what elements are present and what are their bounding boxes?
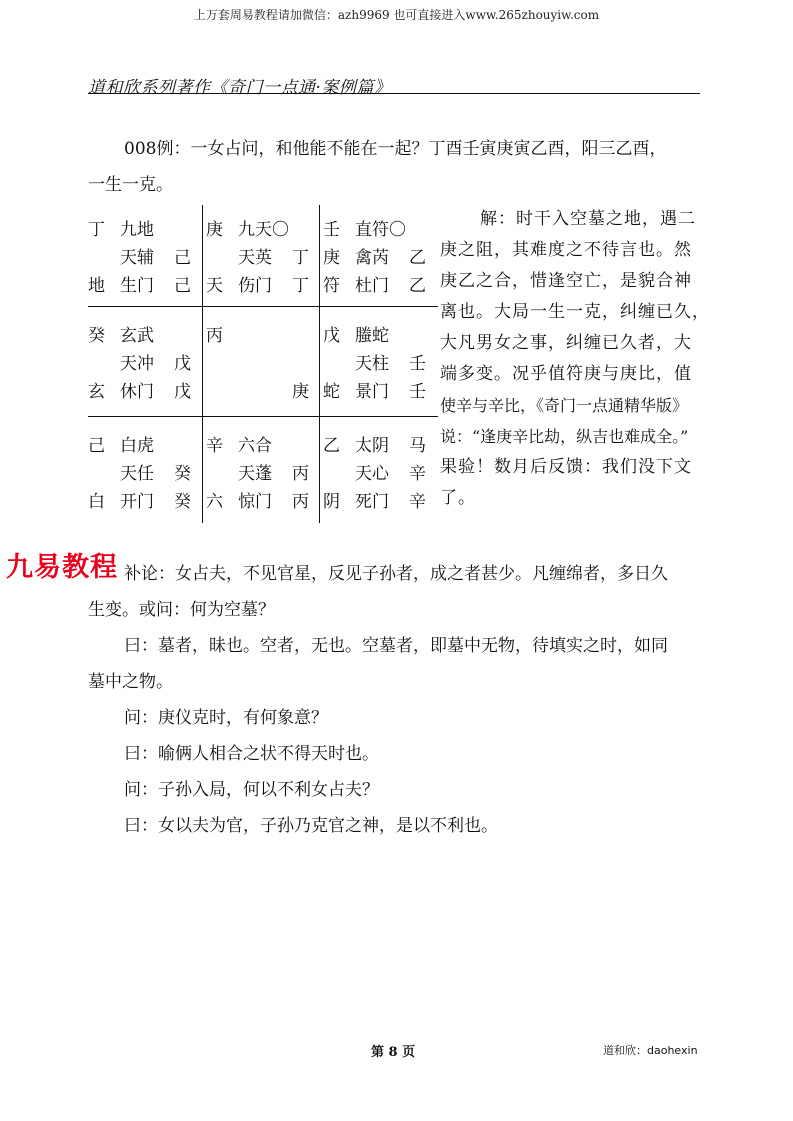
qimen-chart: [88, 205, 438, 525]
chart-cell-text: 辛: [409, 464, 426, 484]
chart-cell-text: 蛇: [323, 382, 340, 402]
chart-cell-text: 白虎: [120, 436, 154, 456]
chart-cell-text: 生门: [120, 276, 154, 296]
chart-cell-text: 天英: [238, 248, 272, 268]
chart-cell-text: 庚: [323, 248, 340, 268]
analysis-line: 解：时干入空墓之地，遇二: [480, 209, 696, 229]
footer-author: 道和欣：daohexin: [603, 1044, 698, 1057]
commentary-line: 曰：女以夫为官，子孙乃克官之神，是以不利也。: [124, 816, 498, 836]
page-number: 第 8 页: [371, 1045, 416, 1060]
chart-cell-text: 禽芮: [355, 248, 389, 268]
commentary-line: 生变。或问：何为空墓？: [88, 600, 275, 620]
series-title: 道和欣系列著作《奇门一点通·案例篇》: [88, 78, 392, 98]
commentary-line: 补论：女占夫，不见官星，反见子孙者，成之者甚少。凡缠绵者，多日久: [124, 564, 668, 584]
chart-cell-text: 乙: [409, 248, 426, 268]
chart-cell-text: 丁: [292, 276, 309, 296]
chart-cell-text: 己: [174, 276, 191, 296]
grid-vline-2: [319, 205, 320, 523]
top-banner: 上万套周易教程请加微信：azh9969 也可直接进入www.265zhouyiw.com: [193, 8, 600, 22]
chart-cell-text: 丙: [292, 464, 309, 484]
chart-cell-text: 癸: [174, 492, 191, 512]
chart-cell-text: 丙: [292, 492, 309, 512]
grid-hline-2: [88, 416, 438, 417]
chart-cell-text: 壬: [323, 220, 340, 240]
grid-hline-1: [88, 306, 438, 307]
chart-cell-text: 九天〇: [238, 220, 289, 240]
chart-cell-text: 丙: [206, 326, 223, 346]
chart-cell-text: 丁: [292, 248, 309, 268]
chart-cell-text: 天蓬: [238, 464, 272, 484]
chart-cell-text: 太阴: [355, 436, 389, 456]
commentary-line: 曰：墓者，昧也。空者，无也。空墓者，即墓中无物，待填实之时，如同: [124, 636, 668, 656]
chart-cell-text: 天柱: [355, 354, 389, 374]
chart-cell-text: 壬: [409, 354, 426, 374]
commentary-line: 墓中之物。: [88, 672, 173, 692]
chart-cell-text: 景门: [355, 382, 389, 402]
chart-cell-text: 六合: [238, 436, 272, 456]
analysis-line: 庚之阻，其难度之不待言也。然: [440, 240, 692, 260]
commentary-line: 曰：喻俩人相合之状不得天时也。: [124, 744, 379, 764]
chart-cell-text: 戊: [174, 354, 191, 374]
grid-vline-1: [202, 205, 203, 523]
chart-cell-text: 天冲: [120, 354, 154, 374]
analysis-line: 端多变。况乎值符庚与庚比，值: [440, 364, 692, 384]
analysis-line: 庚乙之合，惜逢空亡，是貌合神: [440, 271, 692, 291]
chart-cell-text: 癸: [88, 326, 105, 346]
chart-cell-text: 戊: [174, 382, 191, 402]
chart-cell-text: 癸: [174, 464, 191, 484]
chart-cell-text: 辛: [409, 492, 426, 512]
chart-cell-text: 符: [323, 276, 340, 296]
chart-cell-text: 庚: [292, 382, 309, 402]
chart-cell-text: 天辅: [120, 248, 154, 268]
chart-cell-text: 乙: [409, 276, 426, 296]
chart-cell-text: 白: [88, 492, 105, 512]
chart-cell-text: 壬: [409, 382, 426, 402]
chart-cell-text: 天心: [355, 464, 389, 484]
analysis-line: 使辛与辛比，《奇门一点通精华版》: [440, 396, 689, 415]
chart-cell-text: 螣蛇: [355, 326, 389, 346]
chart-cell-text: 死门: [355, 492, 389, 512]
commentary-line: 问：庚仪克时，有何象意？: [124, 708, 328, 728]
chart-cell-text: 戊: [323, 326, 340, 346]
chart-cell-text: 直符〇: [355, 220, 406, 240]
watermark-logo: 九易教程: [6, 552, 118, 583]
chart-cell-text: 丁: [88, 220, 105, 240]
chart-cell-text: 马: [409, 436, 426, 456]
chart-cell-text: 玄武: [120, 326, 154, 346]
header-rule: [88, 93, 700, 94]
analysis-line: 大凡男女之事，纠缠已久者，大: [440, 333, 692, 353]
chart-cell-text: 阴: [323, 492, 340, 512]
chart-cell-text: 开门: [120, 492, 154, 512]
chart-cell-text: 天任: [120, 464, 154, 484]
analysis-line: 离也。大局一生一克，纠缠已久，: [440, 302, 710, 322]
chart-cell-text: 玄: [88, 382, 105, 402]
chart-cell-text: 辛: [206, 436, 223, 456]
chart-cell-text: 伤门: [238, 276, 272, 296]
chart-cell-text: 地: [88, 276, 105, 296]
analysis-line: 说：“逢庚辛比劫，纵吉也难成全。”: [440, 427, 689, 446]
chart-cell-text: 九地: [120, 220, 154, 240]
chart-cell-text: 己: [88, 436, 105, 456]
commentary-line: 问：子孙入局，何以不利女占夫？: [124, 780, 379, 800]
case-intro-line-1: 008例：一女占问，和他能不能在一起？丁酉壬寅庚寅乙酉，阳三乙酉，: [124, 139, 667, 159]
chart-cell-text: 休门: [120, 382, 154, 402]
case-intro-line-2: 一生一克。: [88, 175, 173, 195]
chart-cell-text: 庚: [206, 220, 223, 240]
analysis-line: 了。: [440, 488, 476, 508]
chart-cell-text: 杜门: [355, 276, 389, 296]
chart-cell-text: 六: [206, 492, 223, 512]
chart-cell-text: 乙: [323, 436, 340, 456]
chart-cell-text: 惊门: [238, 492, 272, 512]
chart-cell-text: 天: [206, 276, 223, 296]
chart-cell-text: 己: [174, 248, 191, 268]
analysis-line: 果验！数月后反馈：我们没下文: [440, 457, 692, 477]
